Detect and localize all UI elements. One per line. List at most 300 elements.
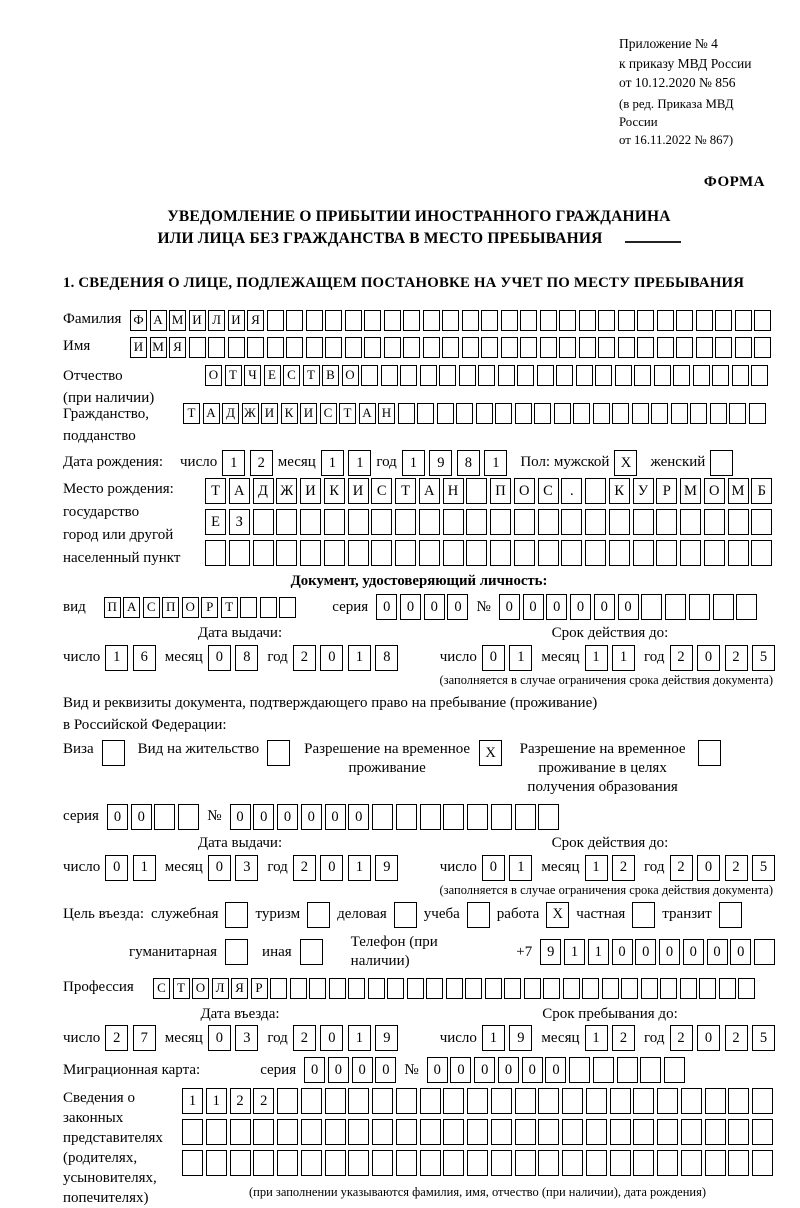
char-box: 0 xyxy=(277,804,298,830)
char-box xyxy=(585,478,606,504)
char-box xyxy=(715,337,732,358)
forma-label: ФОРМА xyxy=(703,174,765,191)
char-box: А xyxy=(203,403,220,424)
char-box xyxy=(752,1088,773,1114)
char-box xyxy=(713,594,734,620)
day-label: число xyxy=(63,858,101,875)
char-box xyxy=(728,509,749,535)
expiry-note: (заполняется в случае ограничения срока действия документа) xyxy=(439,672,773,687)
birthdate-day-boxes xyxy=(222,450,273,476)
char-box xyxy=(403,310,420,331)
char-box: Ч xyxy=(244,365,261,386)
char-box: 0 xyxy=(546,594,567,620)
month-label: месяц xyxy=(277,454,316,471)
char-box xyxy=(420,365,437,386)
char-box: 0 xyxy=(320,855,343,881)
char-box xyxy=(538,1088,559,1114)
char-box: Я xyxy=(169,337,186,358)
char-box xyxy=(462,337,479,358)
char-box xyxy=(621,978,638,999)
char-box: Л xyxy=(212,978,229,999)
char-box: 5 xyxy=(752,855,775,881)
entry-dates xyxy=(63,1025,775,1051)
char-box: 1 xyxy=(348,855,371,881)
char-box xyxy=(681,1119,702,1145)
identity-expiry-date xyxy=(440,645,775,671)
char-box xyxy=(598,337,615,358)
char-box xyxy=(154,804,175,830)
char-box xyxy=(633,1150,654,1176)
char-box xyxy=(754,337,771,358)
char-box xyxy=(515,804,536,830)
char-box: К xyxy=(324,478,345,504)
char-box: 0 xyxy=(707,939,728,965)
char-box xyxy=(443,804,464,830)
char-box xyxy=(309,978,326,999)
char-box xyxy=(403,337,420,358)
expiry-month-boxes xyxy=(585,645,636,671)
char-box xyxy=(345,310,362,331)
char-box: И xyxy=(300,478,321,504)
char-box xyxy=(520,310,537,331)
char-box xyxy=(307,902,330,928)
char-box xyxy=(562,1119,583,1145)
char-box xyxy=(563,978,580,999)
char-box: 0 xyxy=(683,939,704,965)
char-box: 0 xyxy=(697,1025,720,1051)
number-label: № xyxy=(404,1061,419,1078)
char-box xyxy=(467,804,488,830)
char-box xyxy=(515,1088,536,1114)
identity-doc-date-titles xyxy=(63,624,775,644)
char-box xyxy=(654,365,671,386)
char-box: 5 xyxy=(752,1025,775,1051)
char-box: 0 xyxy=(482,645,505,671)
char-box xyxy=(182,1150,203,1176)
char-box xyxy=(579,337,596,358)
char-box: 6 xyxy=(133,645,156,671)
birthplace-boxes-row3 xyxy=(205,540,772,566)
char-box xyxy=(705,1119,726,1145)
char-box xyxy=(749,403,766,424)
patronymic-label: Отчество (при наличии) xyxy=(63,368,155,407)
char-box xyxy=(371,509,392,535)
entry-day-boxes xyxy=(105,1025,156,1051)
char-box xyxy=(633,1119,654,1145)
month-label: месяц xyxy=(541,649,580,666)
char-box xyxy=(751,365,768,386)
issue-month-boxes xyxy=(208,645,259,671)
option-temp-residence-checkbox xyxy=(479,740,502,766)
char-box: О xyxy=(182,597,199,618)
char-box: 2 xyxy=(293,645,316,671)
char-box: М xyxy=(728,478,749,504)
char-box: И xyxy=(130,337,147,358)
purpose-transit-checkbox xyxy=(719,902,742,928)
char-box xyxy=(495,403,512,424)
char-box xyxy=(561,509,582,535)
char-box xyxy=(586,1150,607,1176)
char-box xyxy=(300,540,321,566)
char-box: О xyxy=(192,978,209,999)
char-box: 2 xyxy=(725,1025,748,1051)
char-box xyxy=(407,978,424,999)
char-box xyxy=(618,310,635,331)
char-box xyxy=(240,597,257,618)
char-box xyxy=(426,978,443,999)
char-box xyxy=(491,1119,512,1145)
char-box: С xyxy=(320,403,337,424)
char-box xyxy=(208,337,225,358)
char-box xyxy=(728,540,749,566)
option-temp-residence-education-label: Разрешение на временное проживание в целях получения образования xyxy=(519,741,686,796)
doc-series-boxes xyxy=(376,594,468,620)
profession-row xyxy=(63,978,775,999)
char-box: 0 xyxy=(301,804,322,830)
char-box xyxy=(538,804,559,830)
char-box: X xyxy=(479,740,502,766)
char-box xyxy=(585,509,606,535)
entry-date-title: Дата въезда: xyxy=(200,1005,280,1022)
char-box xyxy=(676,310,693,331)
char-box xyxy=(752,1150,773,1176)
char-box xyxy=(306,310,323,331)
char-box xyxy=(372,804,393,830)
char-box xyxy=(736,594,757,620)
char-box xyxy=(562,1150,583,1176)
char-box xyxy=(520,337,537,358)
char-box: 1 xyxy=(348,645,371,671)
day-label: число xyxy=(439,649,477,666)
char-box: И xyxy=(189,310,206,331)
char-box: Т xyxy=(395,478,416,504)
char-box: 8 xyxy=(375,645,398,671)
char-box: С xyxy=(371,478,392,504)
citizenship-boxes xyxy=(183,403,766,424)
char-box: З xyxy=(229,509,250,535)
char-box xyxy=(593,403,610,424)
char-box xyxy=(253,1150,274,1176)
char-box: Т xyxy=(225,365,242,386)
char-box xyxy=(514,540,535,566)
char-box xyxy=(270,978,287,999)
purpose-work-checkbox xyxy=(546,902,569,928)
char-box: Е xyxy=(205,509,226,535)
char-box: О xyxy=(704,478,725,504)
char-box: 9 xyxy=(540,939,561,965)
birthdate-month-boxes xyxy=(321,450,372,476)
char-box xyxy=(400,365,417,386)
birthdate-year-boxes xyxy=(402,450,508,476)
char-box xyxy=(586,1119,607,1145)
char-box: Н xyxy=(443,478,464,504)
month-label: месяц xyxy=(164,649,203,666)
char-box xyxy=(609,540,630,566)
char-box xyxy=(515,403,532,424)
purpose-business-label: деловая xyxy=(337,906,387,923)
char-box xyxy=(665,594,686,620)
char-box xyxy=(446,978,463,999)
purpose-tourism-checkbox xyxy=(307,902,330,928)
char-box xyxy=(641,978,658,999)
purpose-official-checkbox xyxy=(225,902,248,928)
char-box xyxy=(569,1057,590,1083)
char-box: Д xyxy=(222,403,239,424)
char-box xyxy=(696,310,713,331)
char-box: 0 xyxy=(348,804,369,830)
char-box xyxy=(466,540,487,566)
char-box: 0 xyxy=(474,1057,495,1083)
char-box: К xyxy=(281,403,298,424)
char-box: 8 xyxy=(457,450,480,476)
identity-doc-row xyxy=(63,594,775,620)
char-box xyxy=(325,310,342,331)
char-box: 1 xyxy=(348,450,371,476)
char-box: А xyxy=(123,597,140,618)
char-box xyxy=(618,337,635,358)
char-box xyxy=(206,1150,227,1176)
char-box: 0 xyxy=(320,1025,343,1051)
doc-number-boxes xyxy=(499,594,758,620)
char-box: 0 xyxy=(697,645,720,671)
expiry-date-title: Срок действия до: xyxy=(551,835,669,852)
char-box: . xyxy=(561,478,582,504)
option-temp-residence-education xyxy=(515,740,721,797)
title-line-2: ИЛИ ЛИЦА БЕЗ ГРАЖДАНСТВА В МЕСТО ПРЕБЫВАНИЯ xyxy=(63,228,775,250)
char-box xyxy=(617,1057,638,1083)
char-box xyxy=(498,365,515,386)
char-box xyxy=(633,540,654,566)
char-box xyxy=(728,1119,749,1145)
char-box xyxy=(490,509,511,535)
char-box xyxy=(680,978,697,999)
char-box xyxy=(729,403,746,424)
char-box xyxy=(517,365,534,386)
char-box xyxy=(267,740,290,766)
year-label: год xyxy=(267,649,288,666)
entry-date-titles xyxy=(63,1005,775,1025)
char-box xyxy=(712,365,729,386)
char-box: Я xyxy=(231,978,248,999)
char-box: 2 xyxy=(253,1088,274,1114)
char-box: 1 xyxy=(482,1025,505,1051)
char-box xyxy=(230,1150,251,1176)
char-box xyxy=(371,540,392,566)
char-box: Ф xyxy=(130,310,147,331)
char-box xyxy=(651,403,668,424)
option-visa xyxy=(63,740,125,766)
char-box xyxy=(396,1150,417,1176)
char-box xyxy=(582,978,599,999)
char-box xyxy=(384,310,401,331)
char-box xyxy=(420,1088,441,1114)
char-box: А xyxy=(359,403,376,424)
char-box xyxy=(543,978,560,999)
char-box xyxy=(182,1119,203,1145)
char-box xyxy=(754,310,771,331)
year-label: год xyxy=(644,858,665,875)
char-box xyxy=(348,978,365,999)
char-box: Т xyxy=(339,403,356,424)
char-box xyxy=(524,978,541,999)
char-box xyxy=(632,902,655,928)
option-temp-residence-label: Разрешение на временное проживание xyxy=(304,741,471,777)
number-label: № xyxy=(207,808,222,825)
purpose-private-label: частная xyxy=(576,906,626,923)
char-box: 0 xyxy=(618,594,639,620)
char-box: Е xyxy=(264,365,281,386)
char-box xyxy=(485,978,502,999)
char-box xyxy=(459,365,476,386)
purpose-private-checkbox xyxy=(632,902,655,928)
char-box xyxy=(230,1119,251,1145)
char-box xyxy=(481,310,498,331)
char-box xyxy=(681,1150,702,1176)
char-box: П xyxy=(162,597,179,618)
purpose-study-label: учеба xyxy=(423,906,460,923)
char-box xyxy=(515,1119,536,1145)
char-box xyxy=(491,1150,512,1176)
option-temp-residence-education-checkbox xyxy=(698,740,721,766)
char-box: 2 xyxy=(230,1088,251,1114)
char-box xyxy=(610,1088,631,1114)
char-box xyxy=(301,1088,322,1114)
char-box: 1 xyxy=(105,645,128,671)
char-box xyxy=(696,337,713,358)
purpose-study-checkbox xyxy=(467,902,490,928)
char-box: О xyxy=(514,478,535,504)
char-box xyxy=(439,365,456,386)
char-box: М xyxy=(169,310,186,331)
char-box: Т xyxy=(183,403,200,424)
char-box xyxy=(671,403,688,424)
issue-month-boxes xyxy=(208,855,259,881)
char-box: Р xyxy=(656,478,677,504)
day-label: число xyxy=(180,454,218,471)
year-label: год xyxy=(644,1029,665,1046)
residence-series-boxes xyxy=(107,804,199,830)
char-box xyxy=(656,540,677,566)
char-box xyxy=(387,978,404,999)
char-box xyxy=(229,540,250,566)
year-label: год xyxy=(376,454,397,471)
char-box xyxy=(615,365,632,386)
char-box xyxy=(267,337,284,358)
day-label: число xyxy=(439,1029,477,1046)
month-label: месяц xyxy=(541,1029,580,1046)
char-box xyxy=(538,540,559,566)
char-box: 9 xyxy=(429,450,452,476)
char-box: 1 xyxy=(133,855,156,881)
char-box xyxy=(442,337,459,358)
purpose-row xyxy=(63,902,775,928)
char-box xyxy=(641,594,662,620)
char-box xyxy=(657,310,674,331)
option-residence-permit-checkbox xyxy=(267,740,290,766)
migration-card-row xyxy=(63,1057,775,1083)
char-box xyxy=(395,540,416,566)
stay-day-boxes xyxy=(482,1025,533,1051)
char-box xyxy=(394,902,417,928)
char-box: Ж xyxy=(242,403,259,424)
char-box: К xyxy=(609,478,630,504)
char-box: 0 xyxy=(400,594,421,620)
char-box: 5 xyxy=(752,645,775,671)
char-box xyxy=(562,1088,583,1114)
char-box: 0 xyxy=(375,1057,396,1083)
char-box xyxy=(253,1119,274,1145)
char-box xyxy=(719,902,742,928)
char-box xyxy=(286,310,303,331)
char-box xyxy=(372,1150,393,1176)
char-box xyxy=(423,337,440,358)
sex-male-label: Пол: мужской xyxy=(520,454,610,471)
char-box: 1 xyxy=(206,1088,227,1114)
char-box xyxy=(253,509,274,535)
surname-boxes xyxy=(130,310,771,331)
profession-boxes xyxy=(153,978,755,999)
char-box xyxy=(372,1119,393,1145)
char-box xyxy=(348,1150,369,1176)
char-box xyxy=(538,1119,559,1145)
char-box: 1 xyxy=(509,645,532,671)
char-box: П xyxy=(104,597,121,618)
char-box xyxy=(276,540,297,566)
residence-doc-options xyxy=(63,740,775,797)
representatives-note: (при заполнении указываются фамилия, имя, отчество (при наличии), дата рождения) xyxy=(248,1185,707,1200)
char-box xyxy=(364,310,381,331)
expiry-note: (заполняется в случае ограничения срока действия документа) xyxy=(439,882,773,897)
char-box xyxy=(664,1057,685,1083)
char-box: С xyxy=(538,478,559,504)
char-box xyxy=(504,978,521,999)
char-box xyxy=(267,310,284,331)
char-box xyxy=(657,1150,678,1176)
char-box: Т xyxy=(221,597,238,618)
char-box: 1 xyxy=(484,450,507,476)
day-label: число xyxy=(63,1029,101,1046)
citizenship-row xyxy=(63,403,775,447)
char-box: Я xyxy=(247,310,264,331)
char-box: 0 xyxy=(105,855,128,881)
char-box: С xyxy=(283,365,300,386)
char-box xyxy=(420,1119,441,1145)
char-box xyxy=(423,310,440,331)
entry-year-boxes xyxy=(293,1025,399,1051)
char-box: 0 xyxy=(320,645,343,671)
char-box xyxy=(467,902,490,928)
annex-amendment-line: (в ред. Приказа МВД России xyxy=(619,96,734,129)
char-box xyxy=(559,337,576,358)
char-box: В xyxy=(322,365,339,386)
char-box xyxy=(324,540,345,566)
char-box xyxy=(442,310,459,331)
section1-heading: 1. СВЕДЕНИЯ О ЛИЦЕ, ПОДЛЕЖАЩЕМ ПОСТАНОВКЕ НА УЧЕТ ПО МЕСТУ ПРЕБЫВАНИЯ xyxy=(63,274,745,291)
char-box xyxy=(348,1119,369,1145)
annex-line: к приказу МВД России xyxy=(619,55,752,71)
char-box xyxy=(693,365,710,386)
purpose-official-label: служебная xyxy=(150,906,219,923)
char-box xyxy=(443,540,464,566)
migration-number-boxes xyxy=(427,1057,686,1083)
char-box: 1 xyxy=(585,855,608,881)
month-label: месяц xyxy=(164,858,203,875)
char-box xyxy=(467,1119,488,1145)
char-box xyxy=(728,1150,749,1176)
char-box xyxy=(515,1150,536,1176)
char-box xyxy=(348,1088,369,1114)
residence-doc-series-row xyxy=(63,804,775,830)
